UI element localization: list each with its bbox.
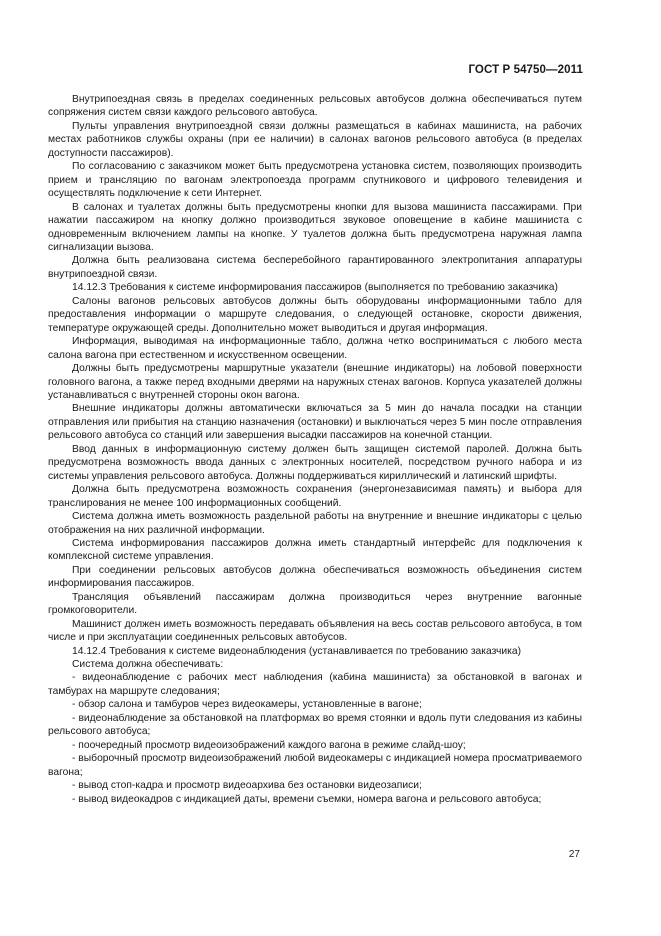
paragraph: Трансляция объявлений пассажирам должна производиться через внутренние вагонные громкоговорители. bbox=[48, 591, 582, 617]
document-code-header: ГОСТ Р 54750—2011 bbox=[468, 64, 583, 76]
paragraph: Система информирования пассажиров должна иметь стандартный интерфейс для подключения к комплексной системе управления. bbox=[48, 537, 582, 563]
paragraph: Должна быть предусмотрена возможность сохранения (энергонезависимая память) и выбора для транслирования не менее 100 информационных сообщений. bbox=[48, 484, 582, 509]
paragraph: Ввод данных в информационную систему должен быть защищен системой паролей. Должна быть предусмотрена возможность ввода данных с электронных носителей, посредством ручного набора и из системы управления рельсового автобуса. Должны поддерживаться кириллический и латинский шрифты. bbox=[48, 443, 582, 482]
paragraph: Внешние индикаторы должны автоматически включаться за 5 мин до начала посадки на станции отправления или прибытия на станцию назначения (остановки) и выключаться через 5 мин после отправления рельсового автобуса со станций или завершения высадки пассажиров на конечной станции. bbox=[48, 403, 582, 442]
paragraph: Должны быть предусмотрены маршрутные указатели (внешние индикаторы) на лобовой поверхности головного вагона, а также перед входными дверями на наружных стенах вагонов. Корпуса указателей должны устанавливаться с внутренней стороны окон вагона. bbox=[48, 363, 582, 401]
paragraph: При соединении рельсовых автобусов должна обеспечиваться возможность объединения систем информирования пассажиров. bbox=[48, 564, 582, 590]
page-number: 27 bbox=[568, 849, 580, 860]
section-heading: 14.12.3 Требования к системе информирования пассажиров (выполняется по требованию заказчика) bbox=[72, 282, 558, 294]
document-body bbox=[48, 93, 582, 806]
paragraph: Система должна обеспечивать: bbox=[72, 659, 224, 671]
paragraph: Должна быть реализована система бесперебойного гарантированного электропитания аппаратуры внутрипоездной связи. bbox=[48, 255, 582, 280]
paragraph: Машинист должен иметь возможность передавать объявления на весь состав рельсового автобуса, в том числе и при эксплуатации соединенных рельсовых автобусов. bbox=[48, 618, 582, 644]
paragraph: Информация, выводимая на информационные табло, должна четко восприниматься с любого места салона вагона при естественном и искусственном освещении. bbox=[48, 336, 582, 361]
list-item: - вывод видеокадров с индикацией даты, времени съемки, номера вагона и рельсового автобуса; bbox=[72, 793, 542, 805]
paragraph: Пульты управления внутрипоездной связи должны размещаться в кабинах машиниста, на рабочих местах работников службы охраны (при ее наличии) в салонах вагонов рельсового автобуса (в пределах доступности пассажиров). bbox=[48, 120, 582, 159]
paragraph: Внутрипоездная связь в пределах соединенных рельсовых автобусов должна обеспечиваться путем сопряжения систем связи каждого рельсового автобуса. bbox=[48, 94, 582, 119]
paragraph: Салоны вагонов рельсовых автобусов должны быть оборудованы информационными табло для предоставления информации о маршруте следования, о следующей остановке, скорости движения, температуре окружающей среды. Дополнительно может выводиться и другая информация. bbox=[48, 295, 582, 334]
paragraph: Система должна иметь возможность раздельной работы на внутренние и внешние индикаторы с целью отображения на них различной информации. bbox=[48, 511, 582, 536]
list-item: - выборочный просмотр видеоизображений любой видеокамеры с индикацией номера просматриваемого вагона; bbox=[48, 753, 582, 778]
list-item: - вывод стоп-кадра и просмотр видеоархива без остановки видеозаписи; bbox=[72, 780, 422, 792]
paragraph: В салонах и туалетах должны быть предусмотрены кнопки для вызова машиниста пассажирами. При нажатии пассажиром на кнопку должно производиться звуковое оповещение в кабине машиниста с одновременным включением лампы на кнопке. У туалетов должна быть предусмотрена наружная лампа сигнализации вызова. bbox=[48, 201, 582, 253]
paragraph: По согласованию с заказчиком может быть предусмотрена установка систем, позволяющих производить прием и трансляцию по вагонам электропоезда программ спутникового и цифрового телевидения и осуществлять подключение к сети Интернет. bbox=[48, 161, 582, 200]
list-item: - обзор салона и тамбуров через видеокамеры, установленные в вагоне; bbox=[72, 699, 422, 711]
section-heading: 14.12.4 Требования к системе видеонаблюдения (устанавливается по требованию заказчика) bbox=[72, 645, 522, 657]
list-item: - поочередный просмотр видеоизображений каждого вагона в режиме слайд-шоу; bbox=[72, 739, 466, 751]
list-item: - видеонаблюдение с рабочих мест наблюдения (кабина машиниста) за обстановкой в вагонах и тамбурах на маршруте следования; bbox=[48, 672, 582, 697]
list-item: - видеонаблюдение за обстановкой на платформах во время стоянки и вдоль пути следования из кабины рельсового автобуса; bbox=[48, 712, 582, 738]
